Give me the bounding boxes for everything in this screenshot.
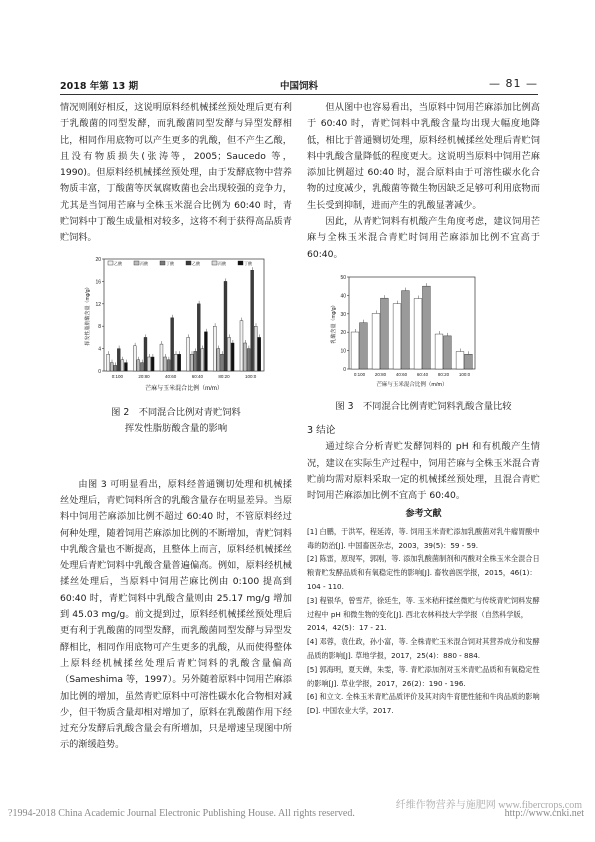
bar	[201, 348, 204, 370]
bar	[381, 298, 389, 369]
y-tick-label: 16	[95, 279, 101, 286]
copyright-text: ?1994-2018 China Academic Journal Electronic Publishing House. All rights reserved.	[8, 808, 355, 819]
figure-2-caption-line-2: 挥发性脂肪酸含量的影响	[124, 422, 228, 434]
bar	[124, 362, 127, 370]
x-tick-label: 20:80	[374, 371, 387, 377]
left-paragraph-2: 由图 3 可明显看出，原料经普通铡切处理和机械揉丝处理后，青贮饲料所含的乳酸含量存在明显差异。当原料中饲用芒麻添加比例不超过 60:40 时，不管原料经过何种处理，随着饲用芒麻添加比例的不断增加，青贮饲料中乳酸含量也不断提高，且整体上而言，原料经机械揉丝处理后青贮饲料中乳酸含量普遍偏高。例如，原料经机械揉丝处理后，当原料中饲用芒麻比例由 0:100 提高到 60:40 时，青贮饲料中乳酸含量则由 25.17 mg/g 增加到 45.03 mg/g。前文提到过，原料经机械揉丝预处理后更有利于乳酸菌的同型发酵，而乳酸菌同型发酵与异型发酵相比，相同作用底物可产生更多的乳酸，从而使得整体上原料经机械揉丝处理后青贮饲料的乳酸含量偏高（Sameshima 等，1997）。另外随着原料中饲用芒麻添加比例的增加，虽然青贮原料中可溶性碳水化合物相对减少，但干物质含量却相对增加了，原料在乳酸菌作用下经过充分发酵后乳酸含量会有所增加，只是增速呈现图中所示的渐缓趋势。	[60, 478, 292, 751]
bar	[351, 332, 359, 369]
bar	[465, 354, 473, 369]
x-axis-label: 芒麻与玉米混合比例（m/m）	[145, 385, 223, 392]
bar	[117, 348, 120, 370]
bar	[197, 303, 200, 370]
bar	[372, 313, 380, 369]
y-tick-label: 30	[340, 311, 346, 318]
bar	[240, 320, 243, 370]
bar	[187, 337, 190, 371]
bar	[148, 357, 151, 371]
bar	[258, 337, 261, 371]
bar	[393, 304, 401, 369]
y-tick-label: 8	[98, 323, 101, 330]
legend-swatch	[108, 261, 113, 265]
y-tick-label: 12	[95, 301, 101, 308]
figure-2-block	[60, 247, 292, 477]
bar	[151, 357, 154, 371]
x-tick-label: 40:60	[165, 373, 177, 379]
bar	[228, 337, 231, 371]
figure-3-block	[307, 263, 540, 423]
bar	[164, 357, 167, 371]
header-divider	[60, 94, 538, 95]
bar	[171, 317, 174, 370]
y-tick-label: 4	[98, 346, 101, 353]
x-tick-label: 60:40	[416, 371, 429, 377]
bar	[444, 336, 452, 369]
y-tick-label: 50	[340, 274, 346, 281]
reference-item: [1] 白鹏，于洪军，程延涛，等. 饲用玉米青贮添加乳酸菌对乳牛瘤胃酸中毒的防治[J]. 中国畜医杂志，2003，39(5)：59 - 59.	[307, 526, 540, 550]
legend-label: 丙酸	[140, 260, 148, 266]
figure-3	[329, 273, 479, 391]
page-footer	[8, 800, 588, 819]
bar	[160, 344, 163, 371]
bar	[174, 354, 177, 371]
bar	[213, 326, 216, 371]
bar	[220, 354, 223, 371]
bar	[204, 331, 207, 370]
x-tick-label: 60:40	[191, 373, 203, 379]
bar	[144, 337, 147, 371]
bar	[423, 286, 431, 369]
site-watermark: 纤维作物营养与施肥网 www.fibercrops.com	[395, 800, 582, 811]
legend-label: 丁酸	[166, 260, 174, 266]
x-tick-label: 100:0	[458, 371, 471, 377]
right-column	[307, 100, 540, 718]
right-paragraph-3: 通过综合分析青贮发酵饲料的 pH 和有机酸产生情况，建议在实际生产过程中，饲用芒麻与全株玉米混合青贮前均需对原料采取一定的机械揉丝预处理，且混合青贮时饲用芒麻添加比例不宜高于 60:40。	[307, 441, 540, 502]
figure-2	[82, 253, 268, 397]
bar	[140, 362, 143, 370]
y-tick-label: 0	[343, 366, 346, 373]
x-tick-label: 40:60	[395, 371, 408, 377]
left-paragraph-1: 情况则刚好相反，这说明原料经机械揉丝预处理后更有利于乳酸菌的同型发酵，而乳酸菌同型发酵与异型发酵相比，相同作用底物可以产生更多的乳酸，但不产生乙酸，且没有物质损失(张涛等，2005；Saucedo 等，1990)。但原料经机械揉丝预处理，由于发酵底物中营养物质丰富，丁酸菌等厌氧腐败菌也会出现较强的竞争力，尤其是当饲用芒麻与全株玉米混合比例为 60:40 时，青贮饲料中丁酸生成量相对较多，这将不利于获得高品质青贮饲料。	[60, 102, 292, 244]
journal-name: 中国饲料	[279, 81, 318, 92]
x-tick-label: 80:20	[437, 371, 450, 377]
page-number: — 81 —	[489, 77, 538, 90]
legend-swatch	[186, 261, 191, 265]
bar	[251, 270, 254, 371]
bar	[190, 354, 193, 371]
reference-item: [6] 和立文. 全株玉米青贮品质评价及其对肉牛育肥性能和牛肉品质的影响[D]. 中国农业大学，2017.	[307, 692, 540, 716]
y-tick-label: 0	[98, 368, 101, 375]
x-tick-label: 80:20	[218, 373, 230, 379]
bar	[133, 345, 136, 370]
y-tick-label: 20	[95, 256, 101, 263]
figure-3-caption: 图 3 不同混合比例青贮饲料乳酸含量比较	[335, 400, 512, 412]
legend-label: 丁酸	[244, 260, 252, 266]
bar	[254, 326, 257, 371]
right-paragraph-1: 但从图中也容易看出，当原料中饲用芒麻添加比例高于 60:40 时，青贮饲料中乳酸含量均出现大幅度地降低，相比于普通铡切处理，原料经机械揉丝处理后青贮饲料中乳酸含量降低的程度更大。这说明当原料中饲用芒麻添加比例超过 60:40 时，混合原料由于可溶性碳水化合物的过度减少，乳酸菌等微生物因缺乏足够可利用底物而生长受到抑制，进而产生的乳酸显著减少。	[307, 102, 540, 211]
right-paragraph-2: 因此，从青贮饲料有机酸产生角度考虑，建议饲用芒麻与全株玉米混合青贮时饲用芒麻添加比例不宜高于 60:40。	[307, 216, 540, 260]
y-axis-label: 挥发性脂肪酸含量（mg/g）	[85, 284, 91, 346]
reference-item: [5] 郭海明，夏天婵，朱雯，等. 青贮添加剂对玉米青贮品质和有氧稳定性的影响[J]. 草业学报，2017，26(2)：190 - 196.	[307, 664, 540, 688]
x-tick-label: 20:80	[138, 373, 150, 379]
bar	[178, 354, 181, 371]
bar	[435, 334, 443, 369]
bar	[231, 343, 234, 371]
figure-2-chart	[82, 253, 268, 397]
bar	[137, 359, 140, 370]
x-tick-label: 100:0	[245, 373, 257, 379]
y-axis-label: 乳酸含量（mg/g）	[331, 302, 337, 344]
bar	[110, 362, 113, 370]
bar	[114, 365, 117, 371]
bar	[194, 351, 197, 371]
legend-label: 丙酸	[218, 260, 226, 266]
left-column	[60, 100, 292, 754]
bar	[217, 348, 220, 370]
x-tick-label: 0:100	[353, 371, 366, 377]
legend-label: 乙酸	[114, 260, 122, 266]
y-tick-label: 20	[340, 330, 346, 337]
x-tick-label: 0:100	[111, 373, 123, 379]
reference-item: [4] 邓蓉，袁仕政，孙小富，等. 全株青贮玉米混合饲对其营养成分和发酵品质的影响[J]. 草地学报，2017，25(4)：880 - 884.	[307, 637, 540, 660]
legend-swatch	[160, 261, 165, 265]
running-header	[60, 78, 538, 92]
legend-swatch	[134, 261, 139, 265]
y-tick-label: 10	[340, 348, 346, 355]
y-tick-label: 40	[340, 293, 346, 300]
bar	[360, 323, 368, 369]
references-title: 参考文献	[405, 509, 442, 520]
legend-label: 乙酸	[192, 260, 200, 266]
legend-swatch	[238, 261, 243, 265]
bar	[244, 343, 247, 371]
cnki-url: http://www.cnki.net	[504, 808, 584, 819]
bar	[247, 348, 250, 370]
figure-2-caption	[60, 405, 292, 437]
bar	[414, 298, 422, 368]
bar	[121, 359, 124, 370]
figure-2-caption-line-1: 图 2 不同混合比例对青贮饲料	[111, 406, 241, 418]
legend-swatch	[212, 261, 217, 265]
section-title: 3 结论	[307, 424, 336, 436]
reference-item: [3] 程银华，曾雪芹，徐廷生，等. 玉米秸秆揉丝微贮与传统青贮饲料发酵过程中 pH 和微生物的变化[J]. 西北农林科技大学学报（自然科学版，2014，42(5)：17 - 21.	[307, 595, 540, 633]
bar	[167, 359, 170, 370]
issue-label: 2018 年第 13 期	[60, 81, 139, 92]
bar	[402, 291, 410, 369]
bar	[224, 281, 227, 371]
x-axis-label: 芒麻与玉米混合比例（m/m）	[376, 381, 448, 388]
figure-3-chart	[329, 273, 479, 391]
bar	[107, 354, 110, 371]
reference-item: [2] 陈雷，原现军，郭刚，等. 添加乳酸菌制剂和丙酸对全株玉米全混合日粮青贮发酵品质和有氧稳定性的影响[J]. 畜牧兽医学报，2015，46(1)：104 - 110.	[307, 554, 540, 591]
bar	[456, 351, 464, 368]
